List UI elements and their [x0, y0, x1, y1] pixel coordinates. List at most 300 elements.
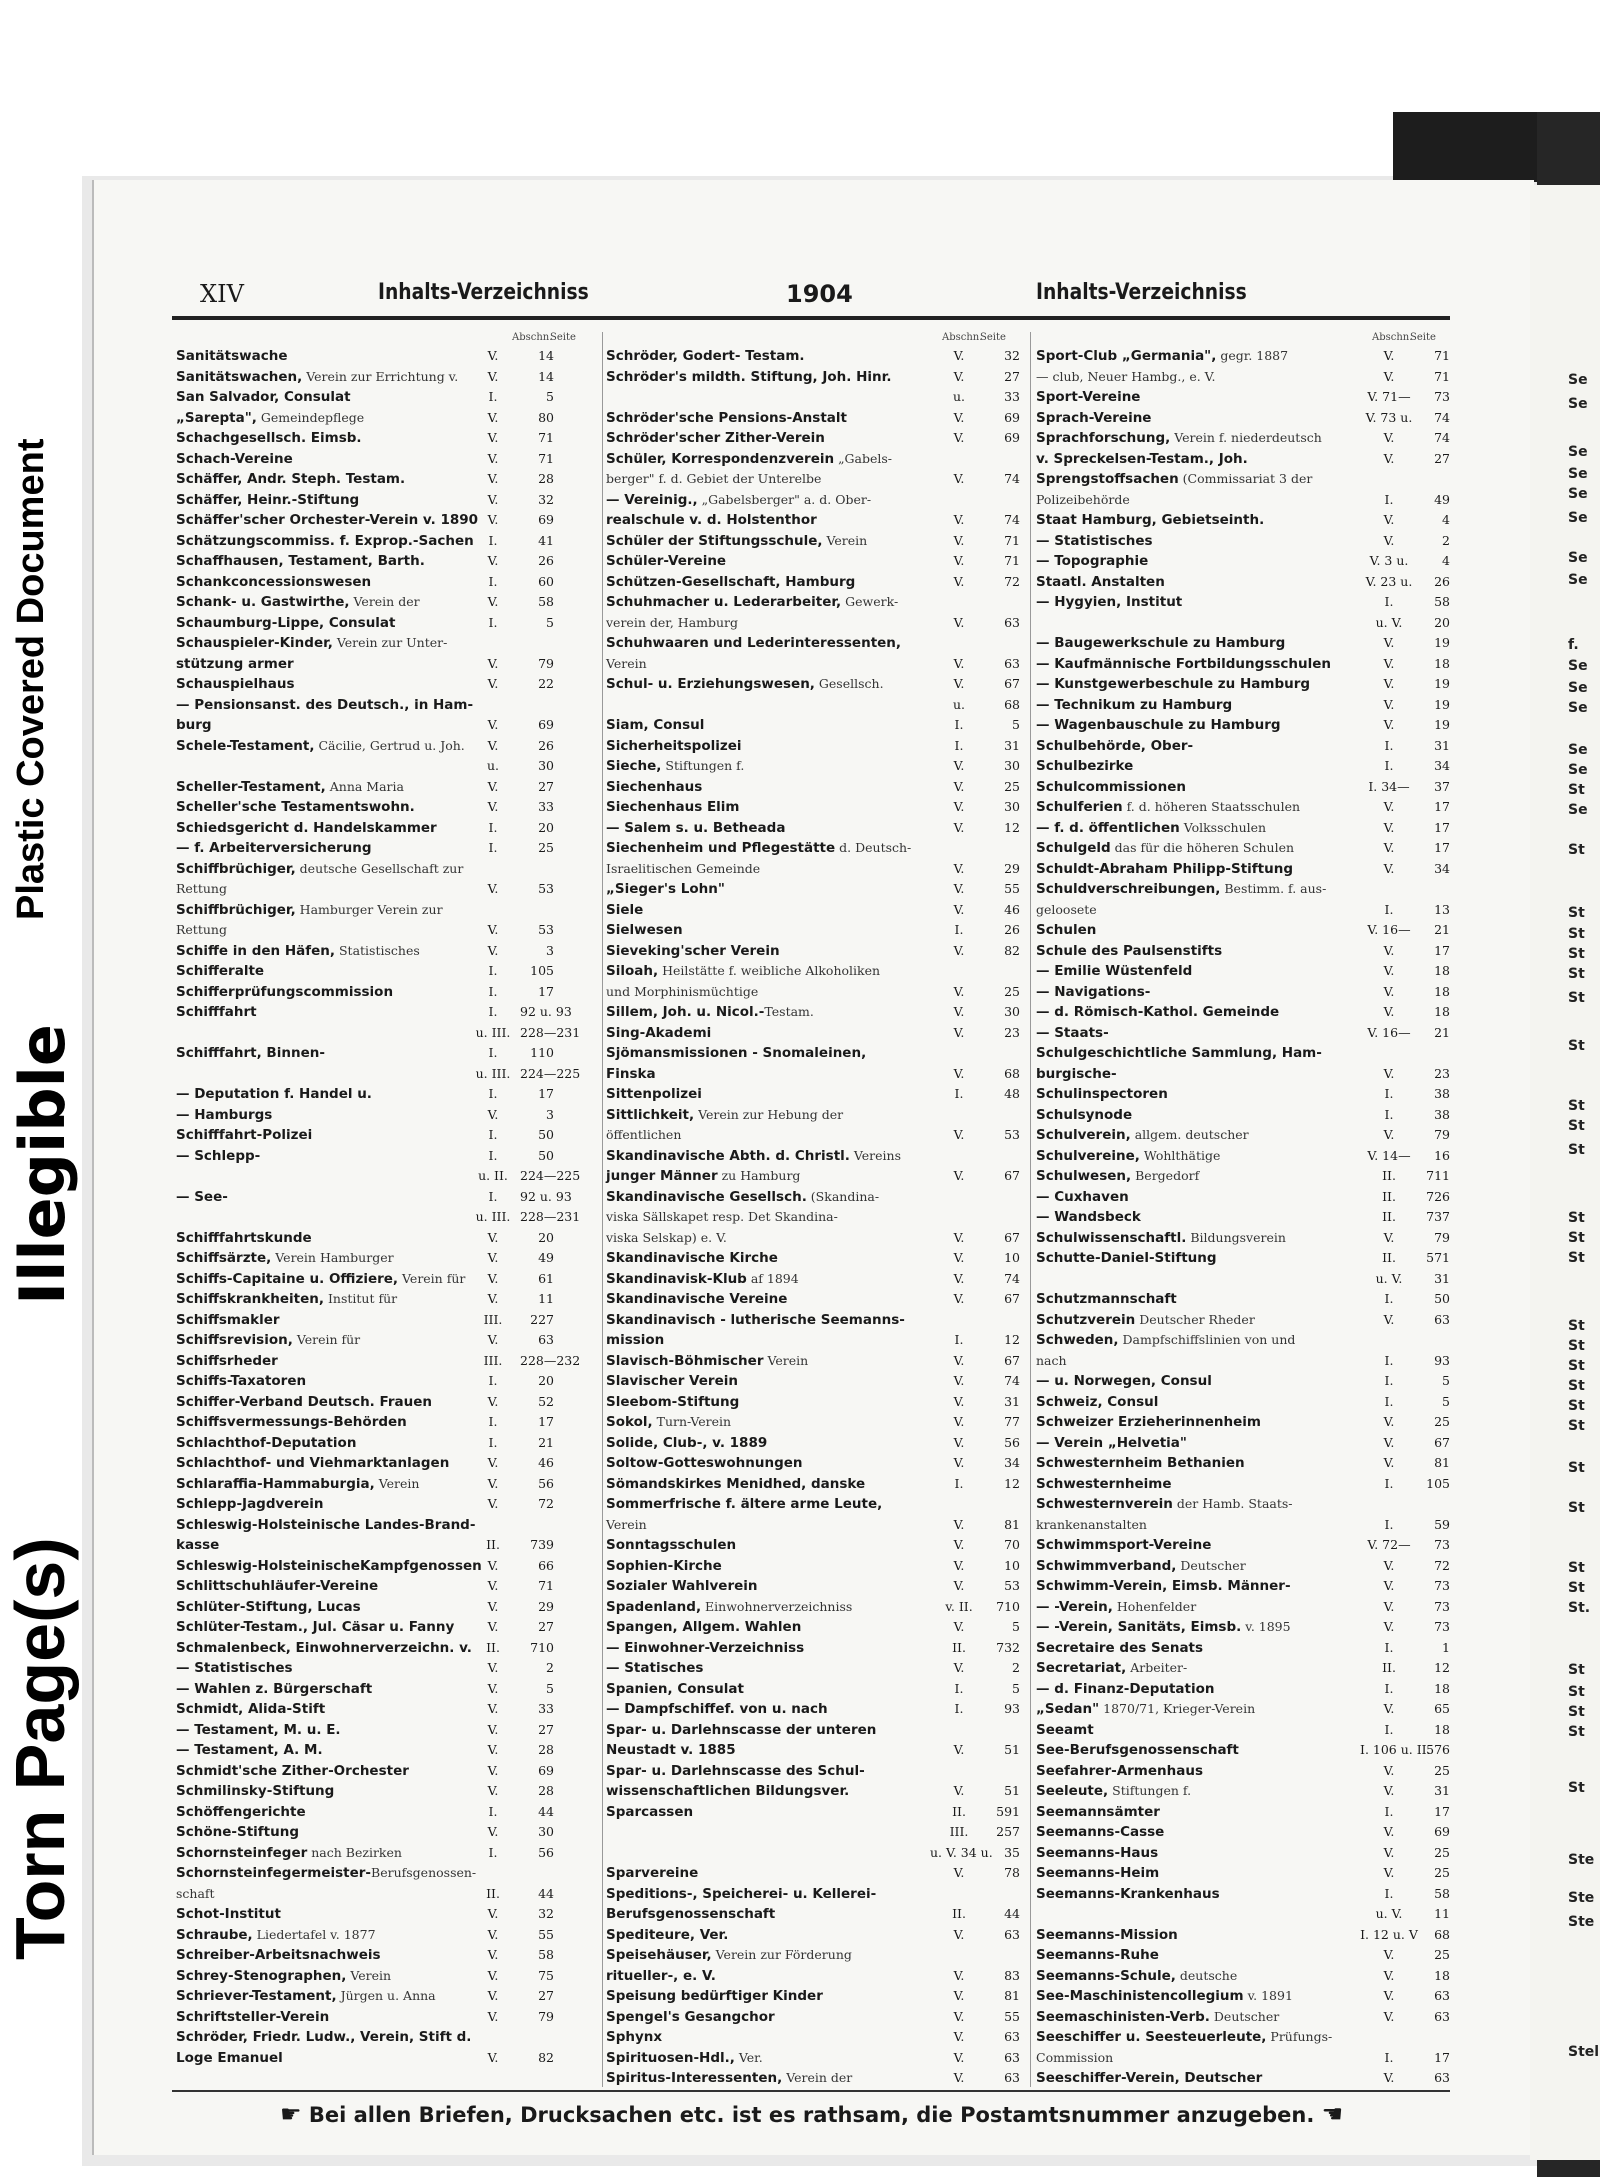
- entry-title: Schlittschuhläufer-Vereine: [176, 1578, 379, 1594]
- entry-page: 17: [1434, 2049, 1450, 2065]
- entry-section: II.: [952, 1639, 966, 1655]
- entry-page: 63: [1004, 2029, 1020, 2044]
- entry-title: Schweden,: [1036, 1332, 1119, 1348]
- entry-detail: der Hamb. Staats-: [1172, 1496, 1293, 1511]
- entry-section: V.: [1383, 1127, 1395, 1142]
- entry-detail: Hamburger Verein zur: [295, 901, 443, 917]
- entry-title: — Testament, A. M.: [176, 1742, 323, 1758]
- index-entry: [606, 1986, 1022, 2007]
- entry-title: — Wagenbauschule zu Hamburg: [1036, 717, 1281, 733]
- next-page-fragment: Ste: [1568, 1890, 1595, 1906]
- entry-name: [176, 1863, 476, 1884]
- entry-page: 27: [538, 1988, 554, 2003]
- entry-page: 53: [538, 881, 554, 896]
- entry-page: 63: [1004, 614, 1020, 630]
- entry-name: [606, 838, 911, 859]
- entry-page: 56: [538, 1475, 554, 1491]
- entry-name: [176, 2007, 329, 2028]
- entry-name: [1036, 818, 1266, 839]
- entry-title: Seemanns-Krankenhaus: [1036, 1885, 1220, 1902]
- index-entry: [606, 1617, 1022, 1638]
- entry-name: [1036, 1453, 1245, 1474]
- entry-detail: „Gabelsberger" a. d. Ober-: [697, 491, 872, 507]
- entry-page: 5: [1442, 1393, 1450, 1409]
- entry-section: V.: [487, 553, 499, 568]
- next-page-fragment: Ste: [1568, 1914, 1595, 1930]
- entry-section: III.: [483, 1311, 503, 1327]
- entry-section: I.: [1384, 594, 1394, 609]
- entry-name: [606, 859, 760, 880]
- entry-name: [176, 1474, 419, 1495]
- entry-name: [606, 1966, 716, 1987]
- entry-page: 63: [1004, 655, 1020, 671]
- entry-page: 44: [538, 1885, 554, 1901]
- entry-section: V.: [953, 676, 965, 691]
- index-entry: [176, 654, 556, 675]
- entry-name: [606, 510, 817, 531]
- index-entry: [176, 408, 556, 429]
- entry-title: Sieveking'scher Verein: [606, 942, 780, 959]
- entry-name: [606, 1597, 852, 1618]
- entry-page: 44: [1004, 1906, 1020, 1921]
- entry-name: [606, 756, 744, 777]
- entry-section: V.: [487, 1291, 499, 1306]
- entry-name: [1036, 1843, 1158, 1864]
- entry-title: Sanitätswachen,: [176, 368, 303, 385]
- entry-detail: Heilstätte f. weibliche Alkoholiken: [658, 963, 881, 978]
- entry-title: — Hamburgs: [176, 1106, 273, 1123]
- index-entry: [1036, 2068, 1452, 2089]
- entry-name: [176, 346, 287, 367]
- index-entry: [606, 1228, 1022, 1249]
- entry-section: V.: [487, 491, 499, 507]
- index-entry: [1036, 736, 1452, 757]
- next-page-fragment: St: [1568, 990, 1585, 1006]
- index-entry: [176, 1556, 556, 1577]
- entry-name: [1036, 572, 1165, 593]
- entry-section: V. 3 u.: [1369, 553, 1409, 568]
- entry-section: V.: [953, 1619, 965, 1634]
- entry-name: [606, 1740, 736, 1761]
- entry-section: V.: [487, 1557, 499, 1573]
- entry-detail: Hohenfelder: [1112, 1598, 1197, 1614]
- entry-page: 25: [1434, 1865, 1450, 1880]
- entry-page: 67: [1004, 1168, 1020, 1183]
- index-entry: [1036, 1023, 1452, 1044]
- entry-title: Schulferien: [1036, 799, 1123, 815]
- index-entry: [176, 674, 556, 695]
- entry-title: Schlaraffia-Hammaburgia,: [176, 1475, 375, 1492]
- entry-page: 17: [1434, 799, 1450, 814]
- index-entry: [1036, 756, 1452, 777]
- entry-detail: v. 1895: [1241, 1619, 1291, 1634]
- entry-section: V.: [953, 1967, 965, 1983]
- entry-section: V.: [953, 1783, 965, 1798]
- entry-name: [606, 1002, 814, 1023]
- entry-title: Sonntagsschulen: [606, 1537, 737, 1553]
- entry-section: V.: [487, 1680, 499, 1696]
- entry-title: Siechenheim und Pflegestätte: [606, 840, 836, 856]
- entry-page: 79: [1434, 1127, 1450, 1142]
- entry-page: 227: [530, 1311, 554, 1327]
- index-entry: [1036, 982, 1452, 1003]
- entry-page: 32: [538, 1906, 554, 1921]
- entry-title: Sport-Vereine: [1036, 389, 1141, 405]
- index-entry: [606, 1330, 1022, 1351]
- entry-title: ritueller-, e. V.: [606, 1967, 716, 1984]
- entry-name: [176, 1720, 341, 1741]
- next-page-fragment: St: [1568, 1250, 1585, 1266]
- entry-section: I.: [1384, 1373, 1394, 1388]
- next-page-fragment: St: [1568, 1560, 1585, 1576]
- entry-section: I.: [488, 573, 498, 589]
- entry-page: 38: [1434, 1086, 1450, 1101]
- entry-page: 20: [538, 819, 554, 835]
- index-entry: [1036, 490, 1452, 511]
- entry-page: 591: [996, 1803, 1020, 1819]
- entry-section: I.: [488, 532, 498, 548]
- entry-detail: Verein zur Errichtung v.: [302, 368, 459, 384]
- entry-page: 732: [996, 1639, 1020, 1655]
- entry-page: 71: [1434, 368, 1450, 384]
- entry-page: 74: [1004, 471, 1020, 486]
- entry-section: V.: [487, 1496, 499, 1511]
- entry-page: 58: [538, 1947, 554, 1962]
- entry-detail: Verein: [763, 1352, 809, 1368]
- entry-section: V.: [953, 819, 965, 835]
- entry-name: [606, 592, 898, 613]
- entry-section: V.: [953, 1127, 965, 1142]
- entry-page: 20: [538, 1229, 554, 1245]
- entry-page: 2: [1442, 532, 1450, 548]
- entry-section: I.: [954, 922, 964, 937]
- entry-section: V. 14—: [1367, 1147, 1411, 1163]
- entry-page: 69: [1004, 409, 1020, 425]
- entry-name: [606, 613, 738, 634]
- entry-page: 81: [1004, 1988, 1020, 2003]
- entry-name: [176, 715, 212, 736]
- entry-title: Sanitätswache: [176, 348, 288, 364]
- next-page-fragment: St: [1568, 926, 1585, 942]
- entry-title: wissenschaftlichen Bildungsver.: [606, 1783, 850, 1799]
- entry-section: I.: [488, 1127, 498, 1142]
- entry-detail: Verein zur Unter-: [332, 635, 448, 650]
- entry-name: [606, 1228, 727, 1249]
- index-entry: [606, 1002, 1022, 1023]
- index-entry: [176, 920, 556, 941]
- entry-name: [176, 1330, 360, 1351]
- next-page-fragment: St: [1568, 1210, 1585, 1226]
- index-entry: [1036, 1248, 1452, 1269]
- seite-header: Seite: [980, 332, 1006, 343]
- entry-section: V.: [1383, 1229, 1395, 1245]
- entry-section: I.: [488, 1086, 498, 1101]
- entry-title: Schifffahrt: [176, 1004, 257, 1020]
- entry-section: I.: [1384, 1803, 1394, 1819]
- entry-name: [176, 961, 264, 982]
- entry-title: Schiffsärzte,: [176, 1250, 272, 1266]
- entry-title: Schulbezirke: [1036, 758, 1134, 774]
- index-entry: [1036, 613, 1452, 634]
- index-entry: [176, 818, 556, 839]
- entry-page: 68: [1004, 696, 1020, 712]
- entry-page: 27: [538, 1721, 554, 1737]
- index-entry: [606, 1884, 1022, 1905]
- entry-page: 83: [1004, 1967, 1020, 1983]
- entry-section: V.: [1383, 2008, 1395, 2024]
- entry-detail: (Commissariat 3 der: [1178, 471, 1313, 486]
- entry-name: [176, 674, 295, 695]
- index-entry: [176, 1248, 556, 1269]
- index-entry: [176, 1699, 556, 1720]
- entry-section: V.: [1383, 655, 1395, 671]
- entry-name: [1036, 1494, 1293, 1515]
- entry-name: [606, 1556, 722, 1577]
- index-entry: [606, 1494, 1022, 1515]
- entry-title: Seemanns-Ruhe: [1036, 1947, 1159, 1963]
- entry-detail: Verein: [606, 655, 647, 671]
- index-entry: [1036, 1658, 1452, 1679]
- entry-title: Neustadt v. 1885: [606, 1742, 736, 1758]
- entry-name: [176, 1535, 219, 1556]
- next-page-fragment: St: [1568, 1318, 1585, 1334]
- entry-title: Siloah,: [606, 963, 659, 979]
- entry-section: V.: [1383, 450, 1395, 466]
- index-entry: [1036, 387, 1452, 408]
- entry-page: 21: [1434, 922, 1450, 937]
- entry-page: 28: [538, 1783, 554, 1798]
- entry-name: [1036, 1720, 1094, 1741]
- entry-page: 5: [546, 614, 554, 630]
- entry-title: Schornsteinfegermeister-: [176, 1865, 372, 1881]
- entry-page: 18: [1434, 1967, 1450, 1983]
- entry-detail: Verein f. niederdeutsch: [1170, 430, 1322, 445]
- entry-name: [606, 1084, 702, 1105]
- entry-title: See-Maschinistencollegium: [1036, 1988, 1244, 2004]
- entry-detail: Jürgen u. Anna: [336, 1988, 436, 2003]
- entry-section: u. II.: [478, 1168, 508, 1183]
- entry-title: Seeschiffer u. Seesteuerleute,: [1036, 2029, 1267, 2045]
- entry-page: 30: [1004, 799, 1020, 814]
- entry-name: [1036, 1535, 1211, 1556]
- entry-title: Schuhmacher u. Lederarbeiter,: [606, 594, 842, 610]
- entry-title: — Statistisches: [176, 1660, 293, 1676]
- entry-title: Schiffbrüchiger,: [176, 860, 296, 877]
- entry-name: [606, 715, 704, 736]
- entry-detail: Verein: [346, 1967, 392, 1983]
- entry-page: 72: [1004, 573, 1020, 589]
- entry-section: I.: [488, 1414, 498, 1429]
- entry-title: Sphynx: [606, 2029, 663, 2045]
- entry-title: — Baugewerkschule zu Hamburg: [1036, 635, 1286, 651]
- next-page-fragment: Se: [1568, 466, 1588, 482]
- index-entry: [176, 1802, 556, 1823]
- entry-name: [176, 1761, 409, 1782]
- entry-section: II.: [1382, 1188, 1396, 1204]
- index-entry: [1036, 531, 1452, 552]
- next-page-fragment: St: [1568, 1230, 1585, 1246]
- entry-name: [1036, 674, 1310, 695]
- entry-title: Finska: [606, 1065, 656, 1082]
- entry-section: V.: [953, 409, 965, 425]
- entry-title: Schiffsmakler: [176, 1311, 280, 1328]
- entry-page: 92 u. 93: [520, 1004, 572, 1019]
- entry-name: [606, 1761, 865, 1782]
- entry-title: Schleswig-HolsteinischeKampfgenossen: [176, 1557, 482, 1574]
- index-entry: [1036, 1002, 1452, 1023]
- entry-name: [606, 1310, 905, 1331]
- entry-name: [606, 1638, 804, 1659]
- entry-title: Scheller-Testament,: [176, 778, 326, 795]
- entry-page: 19: [1434, 676, 1450, 691]
- entry-section: I.: [488, 1434, 498, 1450]
- entry-title: Schiedsgericht d. Handelskammer: [176, 819, 437, 836]
- entry-section: V.: [953, 1168, 965, 1183]
- entry-page: 63: [538, 1332, 554, 1347]
- entry-name: [1036, 736, 1193, 757]
- entry-title: Seemanns-Schule,: [1036, 1967, 1176, 1984]
- next-page-fragment: Se: [1568, 680, 1588, 696]
- entry-title: Schiffsvermessungs-Behörden: [176, 1414, 407, 1430]
- entry-section: V. 23 u.: [1365, 573, 1413, 589]
- index-entry: [606, 1576, 1022, 1597]
- entry-page: 571: [1426, 1250, 1450, 1265]
- entry-section: I.: [488, 614, 498, 630]
- entry-name: [606, 1371, 738, 1392]
- entry-title: Schiffer-Verband Deutsch. Frauen: [176, 1393, 433, 1410]
- entry-section: I.: [488, 840, 498, 855]
- entry-section: I.: [1384, 758, 1394, 773]
- entry-section: I.: [488, 1188, 498, 1204]
- entry-section: V.: [487, 1455, 499, 1470]
- entry-name: [1036, 1310, 1255, 1331]
- entry-title: Speisung bedürftiger Kinder: [606, 1988, 823, 2004]
- index-entry: [176, 449, 556, 470]
- index-column-3: [1036, 332, 1452, 2089]
- entry-detail: Verein für: [292, 1332, 361, 1347]
- entry-page: 4: [1442, 553, 1450, 568]
- entry-section: V.: [953, 1229, 965, 1245]
- entry-page: 71: [1004, 553, 1020, 568]
- entry-page: 18: [1434, 1004, 1450, 1019]
- entry-page: 61: [538, 1270, 554, 1286]
- entry-page: 74: [1004, 1270, 1020, 1286]
- index-entry: [606, 1187, 1022, 1208]
- index-entry: [606, 1863, 1022, 1884]
- entry-name: [1036, 1146, 1220, 1167]
- entry-section: V.: [487, 922, 499, 937]
- entry-page: 74: [1434, 430, 1450, 445]
- index-entry: [606, 1945, 1022, 1966]
- entry-title: Schiffs-Capitaine u. Offiziere,: [176, 1270, 399, 1287]
- entry-page: 5: [1012, 1619, 1020, 1634]
- entry-page: 65: [1434, 1701, 1450, 1716]
- index-entry: [606, 1248, 1022, 1269]
- entry-name: [1036, 1945, 1159, 1966]
- index-entry: [606, 1658, 1022, 1679]
- index-entry: [606, 1515, 1022, 1536]
- entry-name: [606, 736, 742, 757]
- entry-section: V.: [953, 512, 965, 527]
- entry-section: u. V.: [1375, 614, 1403, 630]
- entry-detail: Polizeibehörde: [1036, 491, 1130, 507]
- entry-section: V.: [1383, 860, 1395, 876]
- entry-section: I.: [1384, 491, 1394, 507]
- entry-page: 33: [1004, 389, 1020, 404]
- entry-page: 25: [1434, 1414, 1450, 1429]
- entry-detail: Bergedorf: [1131, 1168, 1200, 1183]
- index-entry: [1036, 1576, 1452, 1597]
- entry-name: [1036, 900, 1097, 921]
- entry-section: V.: [487, 2008, 499, 2024]
- entry-name: [176, 1597, 361, 1618]
- index-entry: [1036, 1802, 1452, 1823]
- index-entry: [176, 531, 556, 552]
- entry-title: Schätzungscommiss. f. Exprop.-Sachen: [176, 532, 474, 549]
- entry-section: V.: [953, 1557, 965, 1573]
- entry-section: V.: [953, 799, 965, 814]
- next-page-fragment: Se: [1568, 550, 1588, 566]
- entry-name: [606, 1166, 800, 1187]
- entry-page: 59: [1434, 1516, 1450, 1532]
- entry-section: V.: [953, 471, 965, 486]
- index-entry: [606, 838, 1022, 859]
- entry-name: [1036, 1638, 1203, 1659]
- index-entry: [176, 367, 556, 388]
- index-entry: [1036, 1269, 1452, 1290]
- entry-name: [606, 367, 891, 388]
- entry-page: 17: [1434, 1803, 1450, 1819]
- entry-title: stützung armer: [176, 655, 294, 672]
- index-entry: [176, 1330, 556, 1351]
- entry-detail: Dampfschiffslinien von und: [1118, 1332, 1296, 1347]
- entry-title: Siechenhaus: [606, 778, 703, 795]
- index-entry: [606, 818, 1022, 839]
- entry-name: [606, 346, 805, 367]
- entry-name: [1036, 1105, 1132, 1126]
- entry-page: 31: [1004, 737, 1020, 753]
- entry-page: 29: [538, 1598, 554, 1614]
- entry-section: V.: [1383, 819, 1395, 835]
- index-entry: [1036, 510, 1452, 531]
- index-entry: [606, 1843, 1022, 1864]
- entry-name: [176, 900, 443, 921]
- entry-section: V.: [1383, 532, 1395, 548]
- entry-section: I.: [1384, 1352, 1394, 1368]
- entry-name: [176, 1843, 402, 1864]
- entry-title: Schüler, Korrespondenzverein: [606, 450, 835, 467]
- next-page-fragment: St: [1568, 1398, 1585, 1414]
- entry-page: 224—225: [520, 1168, 581, 1183]
- entry-page: 16: [1434, 1147, 1450, 1163]
- entry-name: [1036, 2068, 1262, 2089]
- entry-title: Schulvereine,: [1036, 1147, 1140, 1164]
- entry-title: Seemanns-Mission: [1036, 1926, 1178, 1943]
- entry-title: Siechenhaus Elim: [606, 799, 740, 815]
- entry-page: 29: [1004, 860, 1020, 876]
- index-entry: [606, 367, 1022, 388]
- entry-title: Schiffbrüchiger,: [176, 901, 296, 918]
- entry-detail: Berufsgenossen-: [371, 1865, 477, 1880]
- entry-page: 26: [538, 737, 554, 753]
- entry-name: [1036, 1187, 1129, 1208]
- index-entry: [606, 879, 1022, 900]
- entry-name: [176, 592, 420, 613]
- index-entry: [1036, 654, 1452, 675]
- header-title-left: Inhalts-Verzeichniss: [378, 280, 589, 305]
- entry-page: 17: [1434, 819, 1450, 835]
- entry-name: [176, 1453, 449, 1474]
